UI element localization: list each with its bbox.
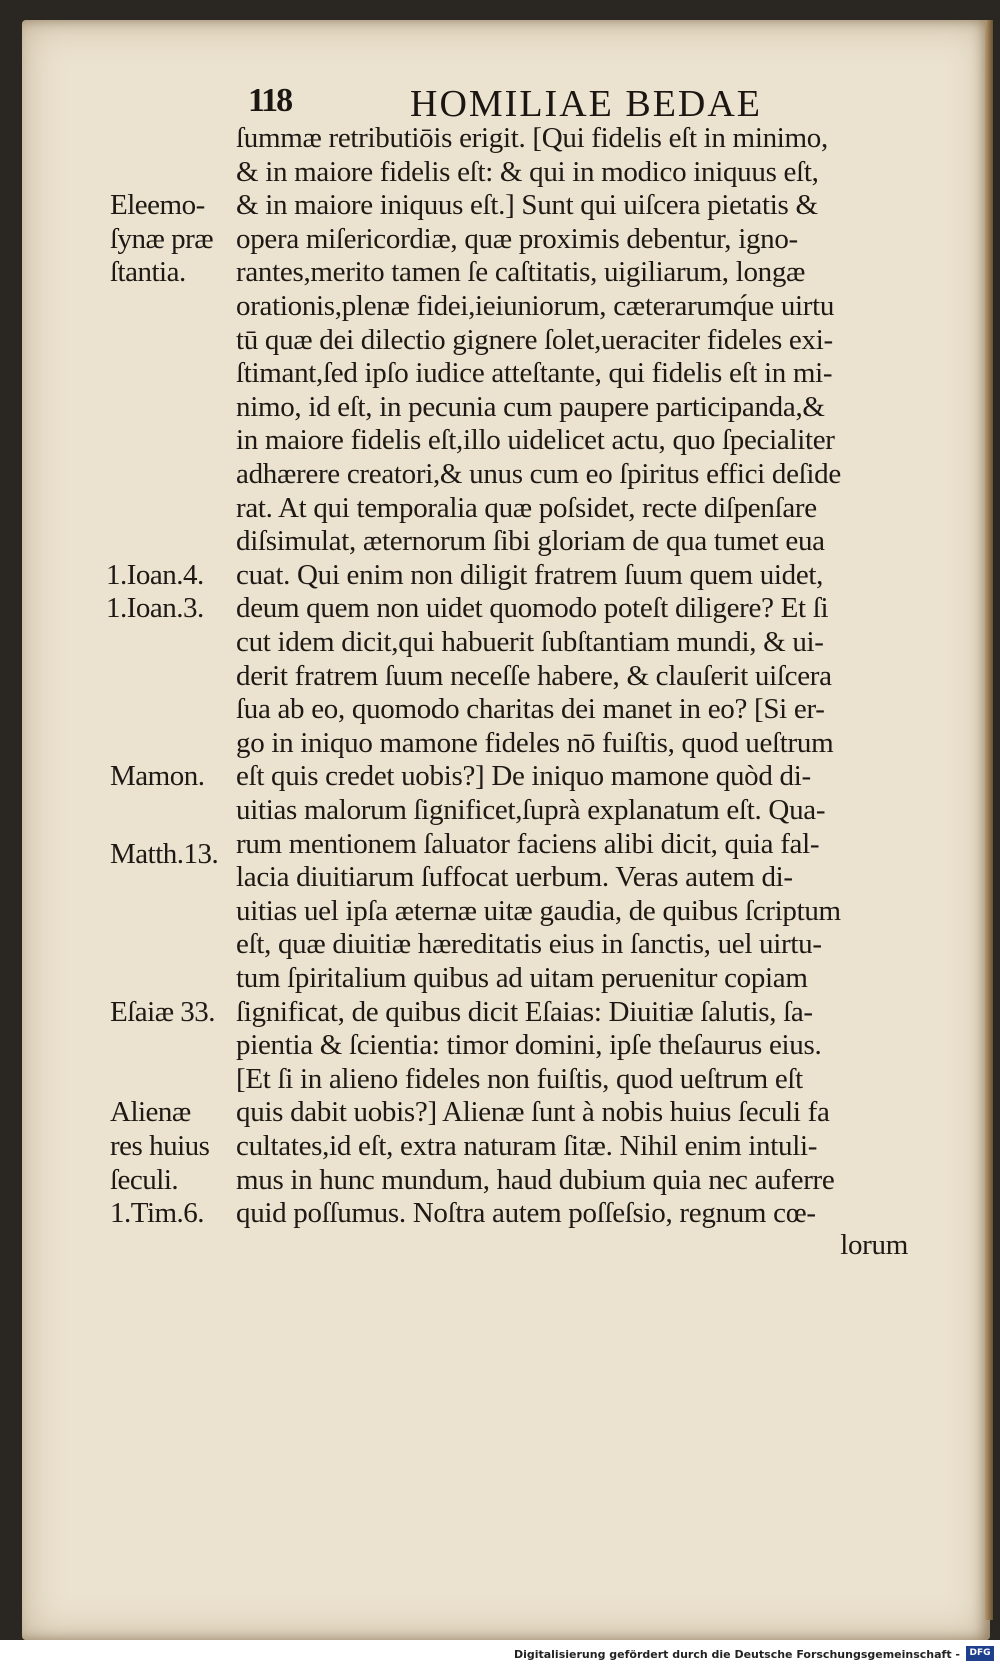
page-number: 118 <box>248 82 292 119</box>
text-line: eſt quis credet uobis?] De iniquo mamone quòd di- <box>236 760 811 793</box>
text-line: [Et ſi in alieno fideles non fuiſtis, quod ueſtrum eſt <box>236 1062 803 1095</box>
text-line: rantes,merito tamen ſe caſtitatis, uigiliarum, longæ <box>236 256 806 289</box>
text-line: eſt, quæ diuitiæ hæreditatis eius in ſanctis, uel uirtu- <box>236 928 822 961</box>
margin-note: 1.Ioan.3. <box>106 592 204 625</box>
margin-note: Matth.13. <box>110 837 219 870</box>
text-line: diſsimulat, æternorum ſibi gloriam de qua tumet eua <box>236 525 825 558</box>
margin-note: Eſaiæ 33. <box>110 995 216 1028</box>
text-line: cultates,id eſt, extra naturam ſitæ. Nihil enim intuli- <box>236 1130 818 1162</box>
text-line: rum mentionem ſaluator faciens alibi dicit, quia fal- <box>236 827 820 860</box>
text-line: uitias malorum ſignificet,ſuprà explanatum eſt. Qua- <box>236 794 826 826</box>
text-line: quis dabit uobis?] Alienæ ſunt à nobis huius ſeculi fa <box>236 1096 830 1129</box>
text-line: cuat. Qui enim non diligit fratrem ſuum quem uidet, <box>236 558 824 591</box>
text-line: rat. At qui temporalia quæ poſsidet, recte diſpenſare <box>236 491 817 524</box>
text-line: adhærere creatori,& unus cum eo ſpiritus effici deſide <box>236 458 841 490</box>
text-line: derit fratrem ſuum neceſſe habere, & clauſerit uiſcera <box>236 659 832 692</box>
text-line: & in maiore iniquus eſt.] Sunt qui uiſcera pietatis & <box>236 189 818 222</box>
page-header <box>0 82 1000 126</box>
margin-note: Mamon. <box>110 760 205 793</box>
margin-note: ſynæ præ <box>110 222 214 255</box>
text-line: in maiore fidelis eſt,illo uidelicet actu, quo ſpecialiter <box>236 424 835 457</box>
margin-note: 1.Ioan.4. <box>106 558 204 591</box>
margin-note: 1.Tim.6. <box>110 1197 205 1230</box>
text-line: ſummæ retributiōis erigit. [Qui fidelis eſt in minimo, <box>236 122 828 154</box>
text-line: deum quem non uidet quomodo poteſt diligere? Et ſi <box>236 592 829 625</box>
text-line: cut idem dicit,qui habuerit ſubſtantiam mundi, & ui- <box>236 626 824 658</box>
text-line: uitias uel ipſa æternæ uitæ gaudia, de quibus ſcriptum <box>236 894 841 927</box>
text-line: ſignificat, de quibus dicit Eſaias: Diuitiæ ſalutis, ſa- <box>236 995 813 1028</box>
text-line: tum ſpiritalium quibus ad uitam peruenitur copiam <box>236 962 808 994</box>
dfg-logo: DFG <box>966 1646 994 1661</box>
text-line: & in maiore fidelis eſt: & qui in modico iniquus eſt, <box>236 155 819 188</box>
margin-note: ſtantia. <box>110 256 186 289</box>
digitization-footer <box>0 1640 1000 1668</box>
catchword: lorum <box>840 1228 908 1261</box>
page-edge <box>985 20 993 1620</box>
margin-note: ſeculi. <box>110 1163 179 1196</box>
text-line: opera miſericordiæ, quæ proximis debentur, igno- <box>236 222 798 255</box>
text-line: ſtimant,ſed ipſo iudice atteſtante, qui fidelis eſt in mi- <box>236 357 833 390</box>
text-line: orationis,plenæ fidei,ieiuniorum, cæterarumq́ue uirtu <box>236 290 835 322</box>
text-line: mus in hunc mundum, haud dubium quia nec auferre <box>236 1163 835 1196</box>
text-line: pientia & ſcientia: timor domini, ipſe theſaurus eius. <box>236 1029 822 1062</box>
text-line: go in iniquo mamone fideles nō fuiſtis, quod ueſtrum <box>236 726 834 759</box>
text-line: ſua ab eo, quomodo charitas dei manet in eo? [Si er- <box>236 693 825 726</box>
text-line: tū quæ dei dilectio gignere ſolet,ueraciter fideles exi- <box>236 323 833 356</box>
margin-note: Eleemo- <box>110 189 205 222</box>
text-line: quid poſſumus. Noſtra autem poſſeſsio, regnum cœ- <box>236 1197 816 1230</box>
funding-credit: Digitalisierung gefördert durch die Deutsche Forschungsgemeinschaft - <box>513 1648 960 1661</box>
running-title: HOMILIAE BEDAE <box>410 83 763 125</box>
text-line: lacia diuitiarum ſuffocat uerbum. Veras autem di- <box>236 861 793 894</box>
margin-note: Alienæ <box>110 1096 191 1129</box>
text-line: nimo, id eſt, in pecunia cum paupere participanda,& <box>236 390 825 423</box>
margin-note: res huius <box>110 1130 210 1162</box>
